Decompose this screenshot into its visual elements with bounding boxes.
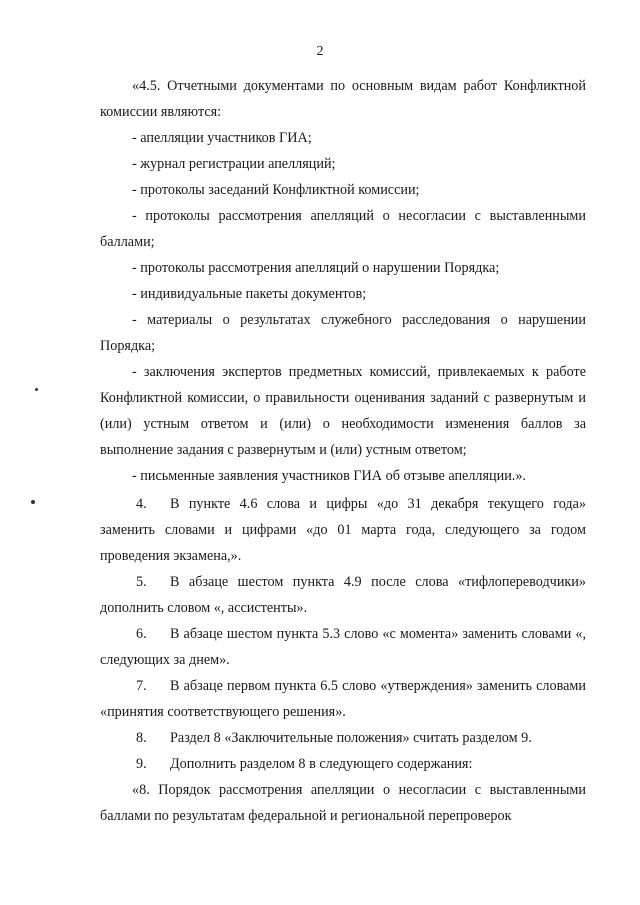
list-item: - протоколы заседаний Конфликтной комиссии; (132, 182, 420, 198)
list-item: - материалы о результатах служебного расследования о нарушении Порядка; (100, 312, 586, 354)
list-item: - журнал регистрации апелляций; (132, 156, 336, 172)
document-body (100, 73, 586, 829)
item-text: В абзаце шестом пункта 4.9 после слова «тифлопереводчики» дополнить словом «, ассистенты». (100, 574, 586, 616)
numbered-item (100, 725, 586, 751)
item-text: Раздел 8 «Заключительные положения» считать разделом 9. (170, 730, 532, 746)
numbered-item (100, 751, 586, 777)
list-item: - протоколы рассмотрения апелляций о несогласии с выставленными баллами; (100, 208, 586, 250)
item-number: 7. (136, 678, 147, 694)
item-text: В пункте 4.6 слова и цифры «до 31 декабря текущего года» заменить словами и цифрами «до 01 марта года, следующего за годом проведения экзамена,». (100, 496, 586, 564)
item-number: 8. (136, 730, 147, 746)
list-item: - заключения экспертов предметных комиссий, привлекаемых к работе Конфликтной комиссии, о правильности оценивания заданий с развернутым и (или) устным ответом и (или) о необходимости изменения баллов за выполнение задания с развернутым и (или) устным ответом; (100, 364, 586, 458)
item-number: 4. (136, 496, 147, 512)
item-number: 6. (136, 626, 147, 642)
item-text: Дополнить разделом 8 в следующего содержания: (170, 756, 473, 772)
list-item: - апелляции участников ГИА; (132, 130, 312, 146)
list-item: - протоколы рассмотрения апелляций о нарушении Порядка; (132, 260, 500, 276)
paragraph-4-5-intro: «4.5. Отчетными документами по основным видам работ Конфликтной комиссии являются: (100, 78, 586, 120)
item-number: 9. (136, 756, 147, 772)
item-number: 5. (136, 574, 147, 590)
scan-mark (31, 500, 35, 504)
page-number: 2 (316, 44, 324, 59)
numbered-item (100, 491, 586, 569)
numbered-item (100, 673, 586, 725)
list-item: - письменные заявления участников ГИА об отзыве апелляции.». (132, 468, 526, 484)
scan-mark (35, 388, 38, 391)
list-item: - индивидуальные пакеты документов; (132, 286, 367, 302)
numbered-item (100, 569, 586, 621)
item-text: В абзаце первом пункта 6.5 слово «утверждения» заменить словами «принятия соответствующего решения». (100, 678, 586, 720)
section-8-heading-text: «8. Порядок рассмотрения апелляции о несогласии с выставленными баллами по результатам федеральной и региональной перепроверок (100, 782, 586, 824)
item-text: В абзаце шестом пункта 5.3 слово «с момента» заменить словами «, следующих за днем». (100, 626, 586, 668)
numbered-item (100, 621, 586, 673)
